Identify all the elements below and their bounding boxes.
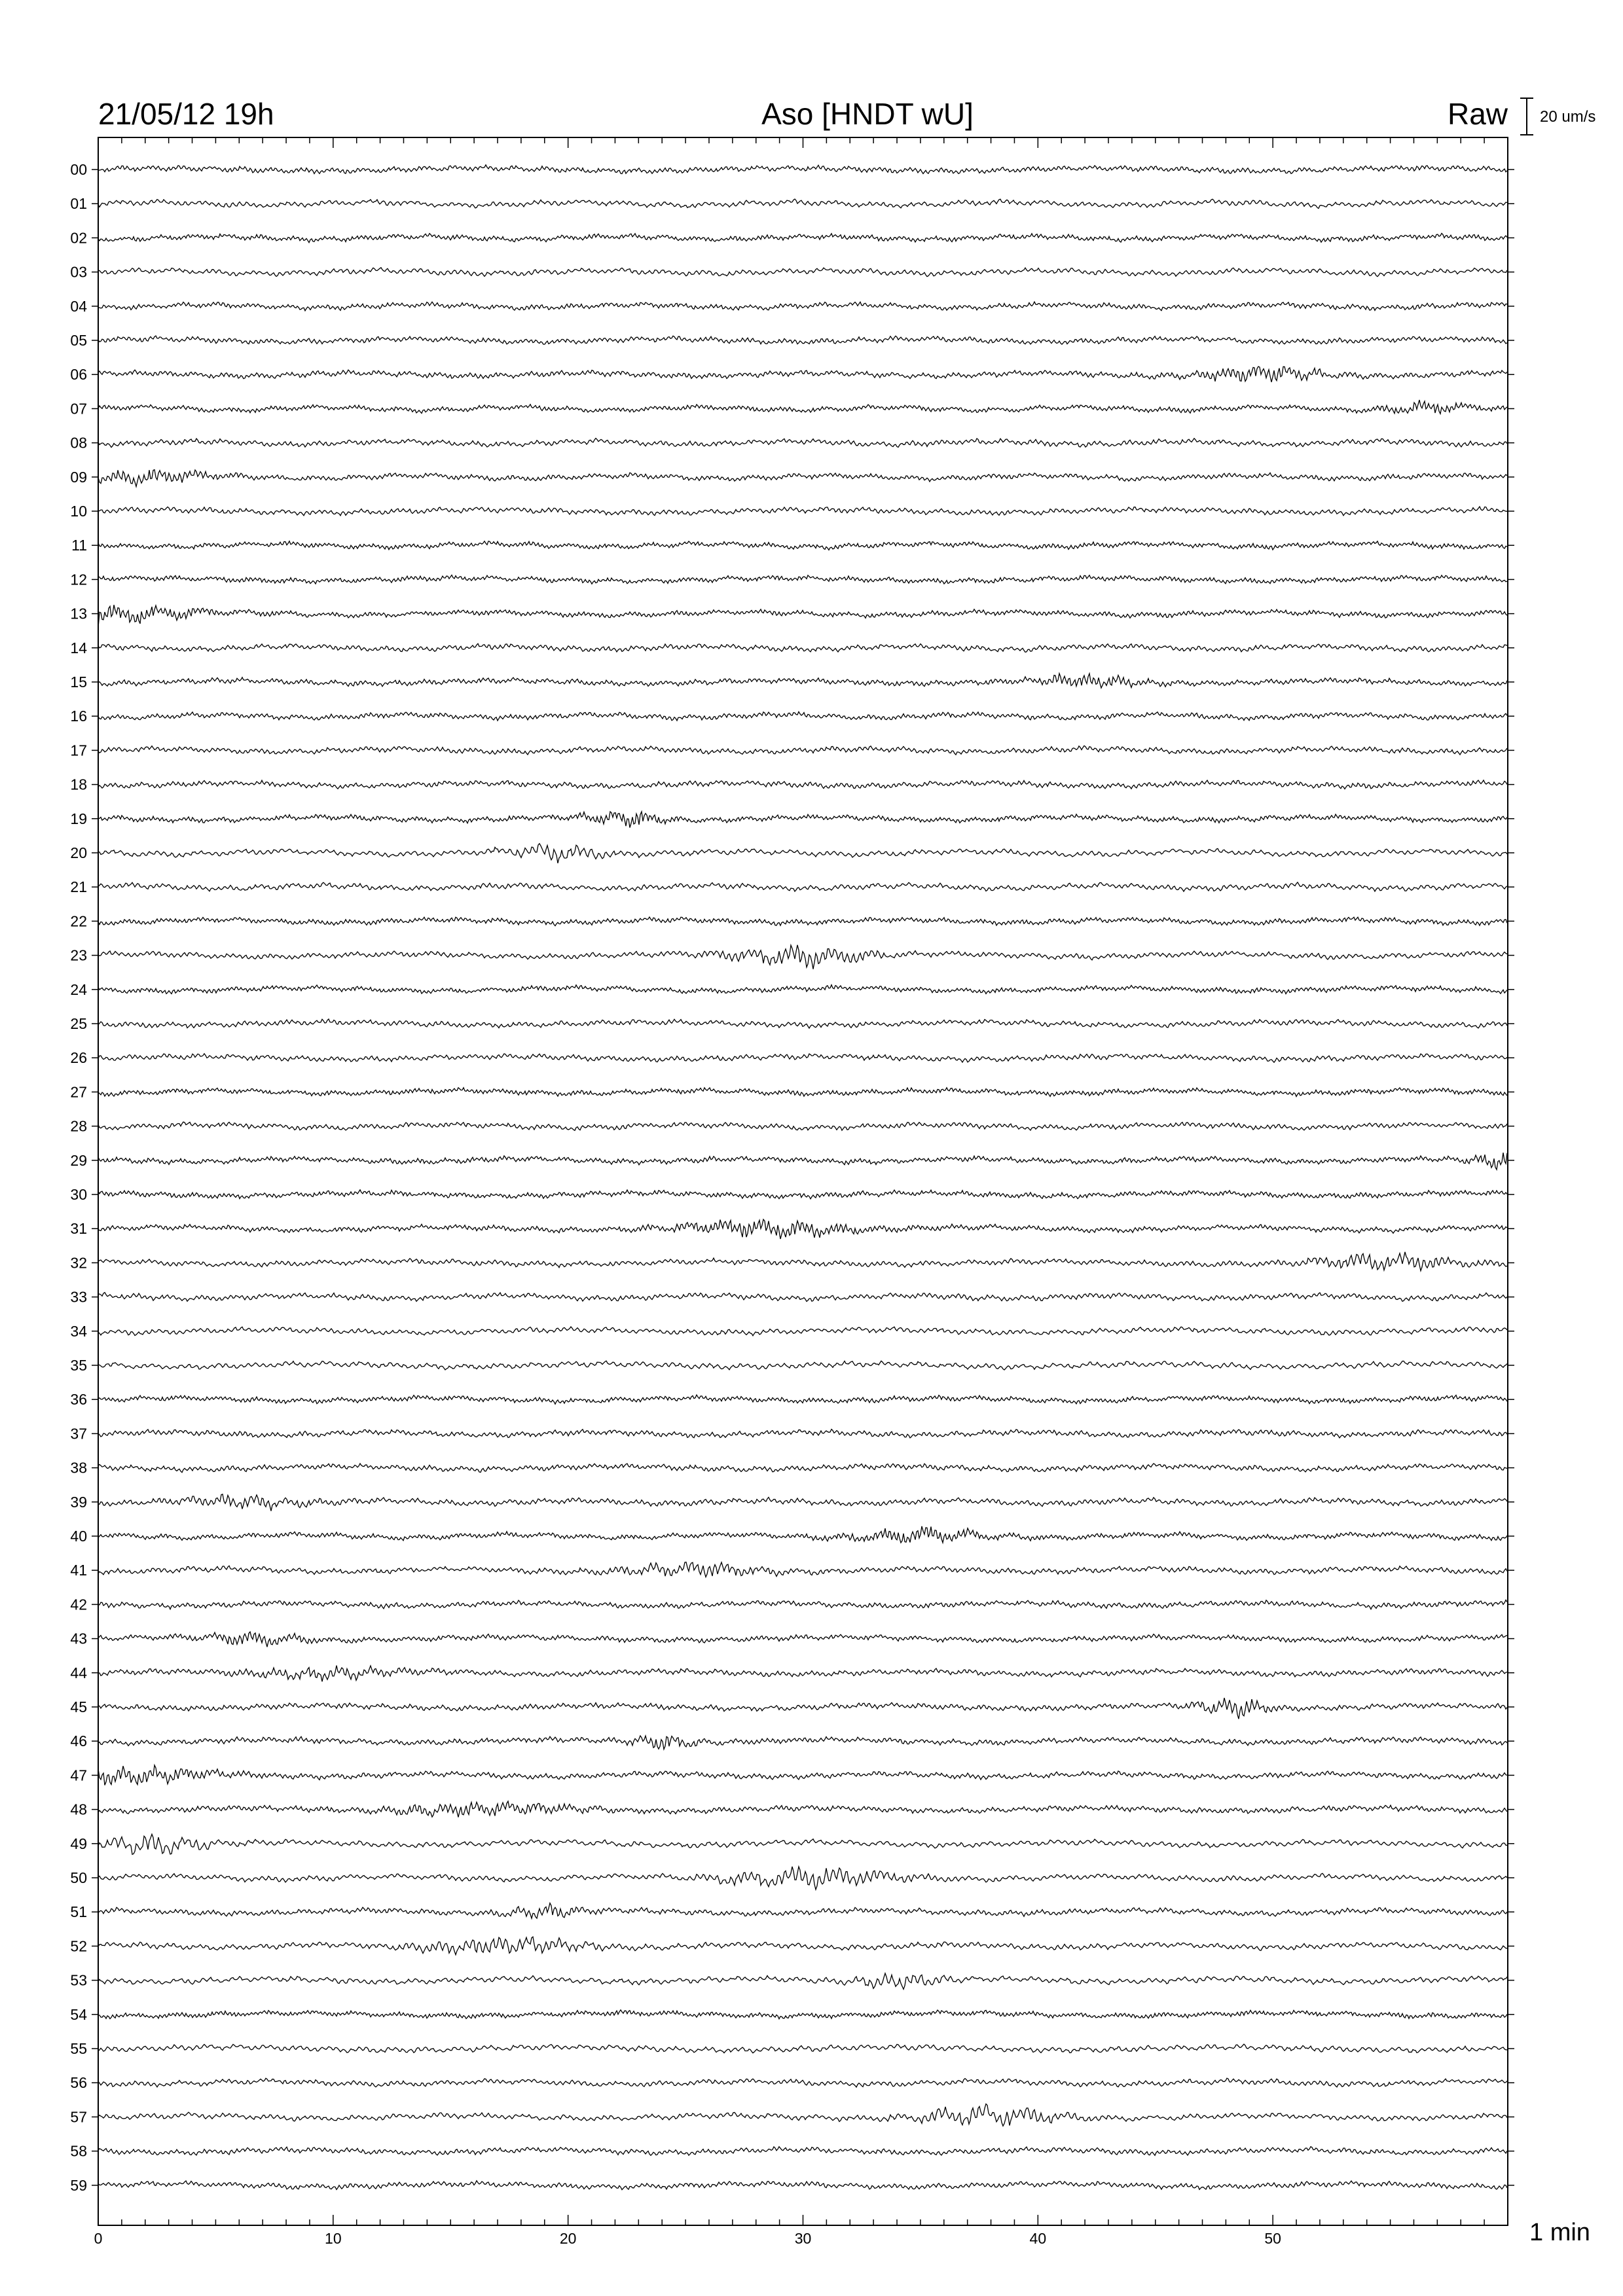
row-label: 54	[70, 2005, 87, 2023]
trace-line	[98, 1327, 1507, 1336]
trace-line	[98, 2147, 1507, 2155]
trace-line	[98, 165, 1507, 174]
row-label: 33	[70, 1288, 87, 1306]
trace-line	[98, 1526, 1507, 1543]
x-tick-label: 40	[1029, 2230, 1047, 2247]
row-label: 01	[70, 195, 87, 213]
row-label: 26	[70, 1049, 87, 1067]
trace-line	[98, 2181, 1507, 2190]
row-label: 40	[70, 1528, 87, 1545]
row-label: 38	[70, 1459, 87, 1477]
trace-line	[98, 1361, 1507, 1370]
row-label: 16	[70, 708, 87, 725]
trace-line	[98, 400, 1507, 414]
trace-line	[98, 1973, 1507, 1989]
trace-line	[98, 673, 1507, 688]
trace-line	[98, 2044, 1507, 2053]
trace-line	[98, 1600, 1507, 1609]
trace-line	[98, 1252, 1507, 1271]
row-label: 27	[70, 1083, 87, 1101]
row-label: 52	[70, 1937, 87, 1955]
x-axis-labels	[94, 2230, 1281, 2247]
row-label: 14	[70, 639, 87, 656]
row-label: 00	[70, 161, 87, 178]
trace-line	[98, 780, 1507, 789]
trace-line	[98, 812, 1507, 828]
trace-line	[98, 1736, 1507, 1749]
trace-line	[98, 1054, 1507, 1062]
trace-line	[98, 1219, 1507, 1239]
row-label: 50	[70, 1869, 87, 1886]
row-label: 56	[70, 2074, 87, 2092]
row-label: 29	[70, 1151, 87, 1169]
trace-line	[98, 1801, 1507, 1818]
seismic-traces	[98, 165, 1507, 2190]
trace-line	[98, 1937, 1507, 1954]
row-label: 15	[70, 673, 87, 691]
row-label: 23	[70, 946, 87, 964]
x-tick-label: 30	[794, 2230, 812, 2247]
trace-line	[98, 1190, 1507, 1199]
trace-line	[98, 1698, 1507, 1719]
row-label: 03	[70, 263, 87, 281]
trace-line	[98, 1122, 1507, 1130]
row-label: 17	[70, 742, 87, 759]
row-label: 05	[70, 332, 87, 349]
trace-line	[98, 1429, 1507, 1438]
trace-line	[98, 1088, 1507, 1097]
row-label: 42	[70, 1596, 87, 1613]
trace-line	[98, 1463, 1507, 1473]
row-label: 48	[70, 1801, 87, 1818]
row-label: 53	[70, 1971, 87, 1989]
row-label: 30	[70, 1186, 87, 1203]
station-title: Aso [HNDT wU]	[761, 97, 974, 131]
amplitude-scale-bar	[1520, 98, 1596, 135]
row-label: 43	[70, 1630, 87, 1647]
row-label: 58	[70, 2142, 87, 2160]
trace-line	[98, 605, 1507, 627]
row-label: 44	[70, 1664, 87, 1681]
trace-line	[98, 302, 1507, 311]
row-label: 07	[70, 400, 87, 418]
row-label: 51	[70, 1903, 87, 1921]
trace-line	[98, 643, 1507, 652]
trace-line	[98, 1395, 1507, 1404]
trace-line	[98, 1867, 1507, 1890]
trace-line	[98, 1562, 1507, 1577]
row-labels	[70, 161, 87, 2194]
trace-line	[98, 234, 1507, 243]
trace-line	[98, 882, 1507, 891]
trace-line	[98, 1494, 1507, 1511]
row-label: 39	[70, 1493, 87, 1511]
scale-value-label: 20 um/s	[1540, 108, 1596, 126]
row-label: 11	[71, 537, 87, 554]
x-tick-label: 0	[94, 2230, 103, 2247]
row-label: 20	[70, 844, 87, 861]
trace-line	[98, 1834, 1507, 1854]
trace-line	[98, 1765, 1507, 1785]
trace-line	[98, 507, 1507, 516]
trace-line	[98, 1632, 1507, 1647]
trace-line	[98, 2078, 1507, 2087]
trace-line	[98, 199, 1507, 208]
row-label: 10	[70, 503, 87, 520]
trace-line	[98, 945, 1507, 969]
trace-line	[98, 2010, 1507, 2019]
row-label: 04	[70, 297, 87, 315]
row-label: 18	[70, 776, 87, 793]
trace-line	[98, 985, 1507, 994]
mode-label: Raw	[1447, 97, 1508, 131]
trace-line	[98, 917, 1507, 925]
row-label: 19	[70, 810, 87, 827]
trace-line	[98, 541, 1507, 550]
row-label: 25	[70, 1015, 87, 1032]
trace-line	[98, 1019, 1507, 1028]
row-label: 55	[70, 2040, 87, 2057]
row-label: 22	[70, 912, 87, 930]
x-tick-label: 50	[1264, 2230, 1281, 2247]
trace-line	[98, 711, 1507, 721]
row-label: 31	[70, 1220, 87, 1238]
x-tick-label: 10	[325, 2230, 342, 2247]
row-label: 57	[70, 2108, 87, 2126]
row-label: 13	[70, 605, 87, 622]
trace-line	[98, 336, 1507, 344]
row-label: 28	[70, 1117, 87, 1135]
trace-line	[98, 575, 1507, 584]
row-label: 21	[70, 878, 87, 896]
row-label: 06	[70, 366, 87, 384]
row-label: 49	[70, 1835, 87, 1852]
row-label: 35	[70, 1357, 87, 1374]
x-tick-label: 20	[559, 2230, 577, 2247]
row-label: 46	[70, 1732, 87, 1750]
row-label: 34	[70, 1322, 87, 1340]
row-label: 12	[70, 571, 87, 588]
row-label: 09	[70, 468, 87, 486]
trace-line	[98, 745, 1507, 755]
row-label: 41	[70, 1562, 87, 1579]
row-label: 32	[70, 1254, 87, 1272]
trace-line	[98, 1903, 1507, 1919]
row-label: 47	[70, 1767, 87, 1784]
x-axis-unit-label: 1 min	[1529, 2219, 1590, 2246]
row-label: 36	[70, 1391, 87, 1408]
trace-line	[98, 268, 1507, 277]
row-label: 02	[70, 229, 87, 247]
trace-line	[98, 439, 1507, 448]
trace-line	[98, 844, 1507, 863]
trace-line	[98, 367, 1507, 382]
trace-line	[98, 1666, 1507, 1682]
row-label: 45	[70, 1698, 87, 1715]
date-label: 21/05/12 19h	[98, 97, 274, 131]
row-label: 08	[70, 434, 87, 452]
row-label: 24	[70, 980, 87, 998]
row-label: 37	[70, 1425, 87, 1443]
row-label: 59	[70, 2176, 87, 2194]
trace-line	[98, 1153, 1507, 1170]
trace-line	[98, 1293, 1507, 1302]
trace-line	[98, 2104, 1507, 2126]
trace-line	[98, 470, 1507, 487]
